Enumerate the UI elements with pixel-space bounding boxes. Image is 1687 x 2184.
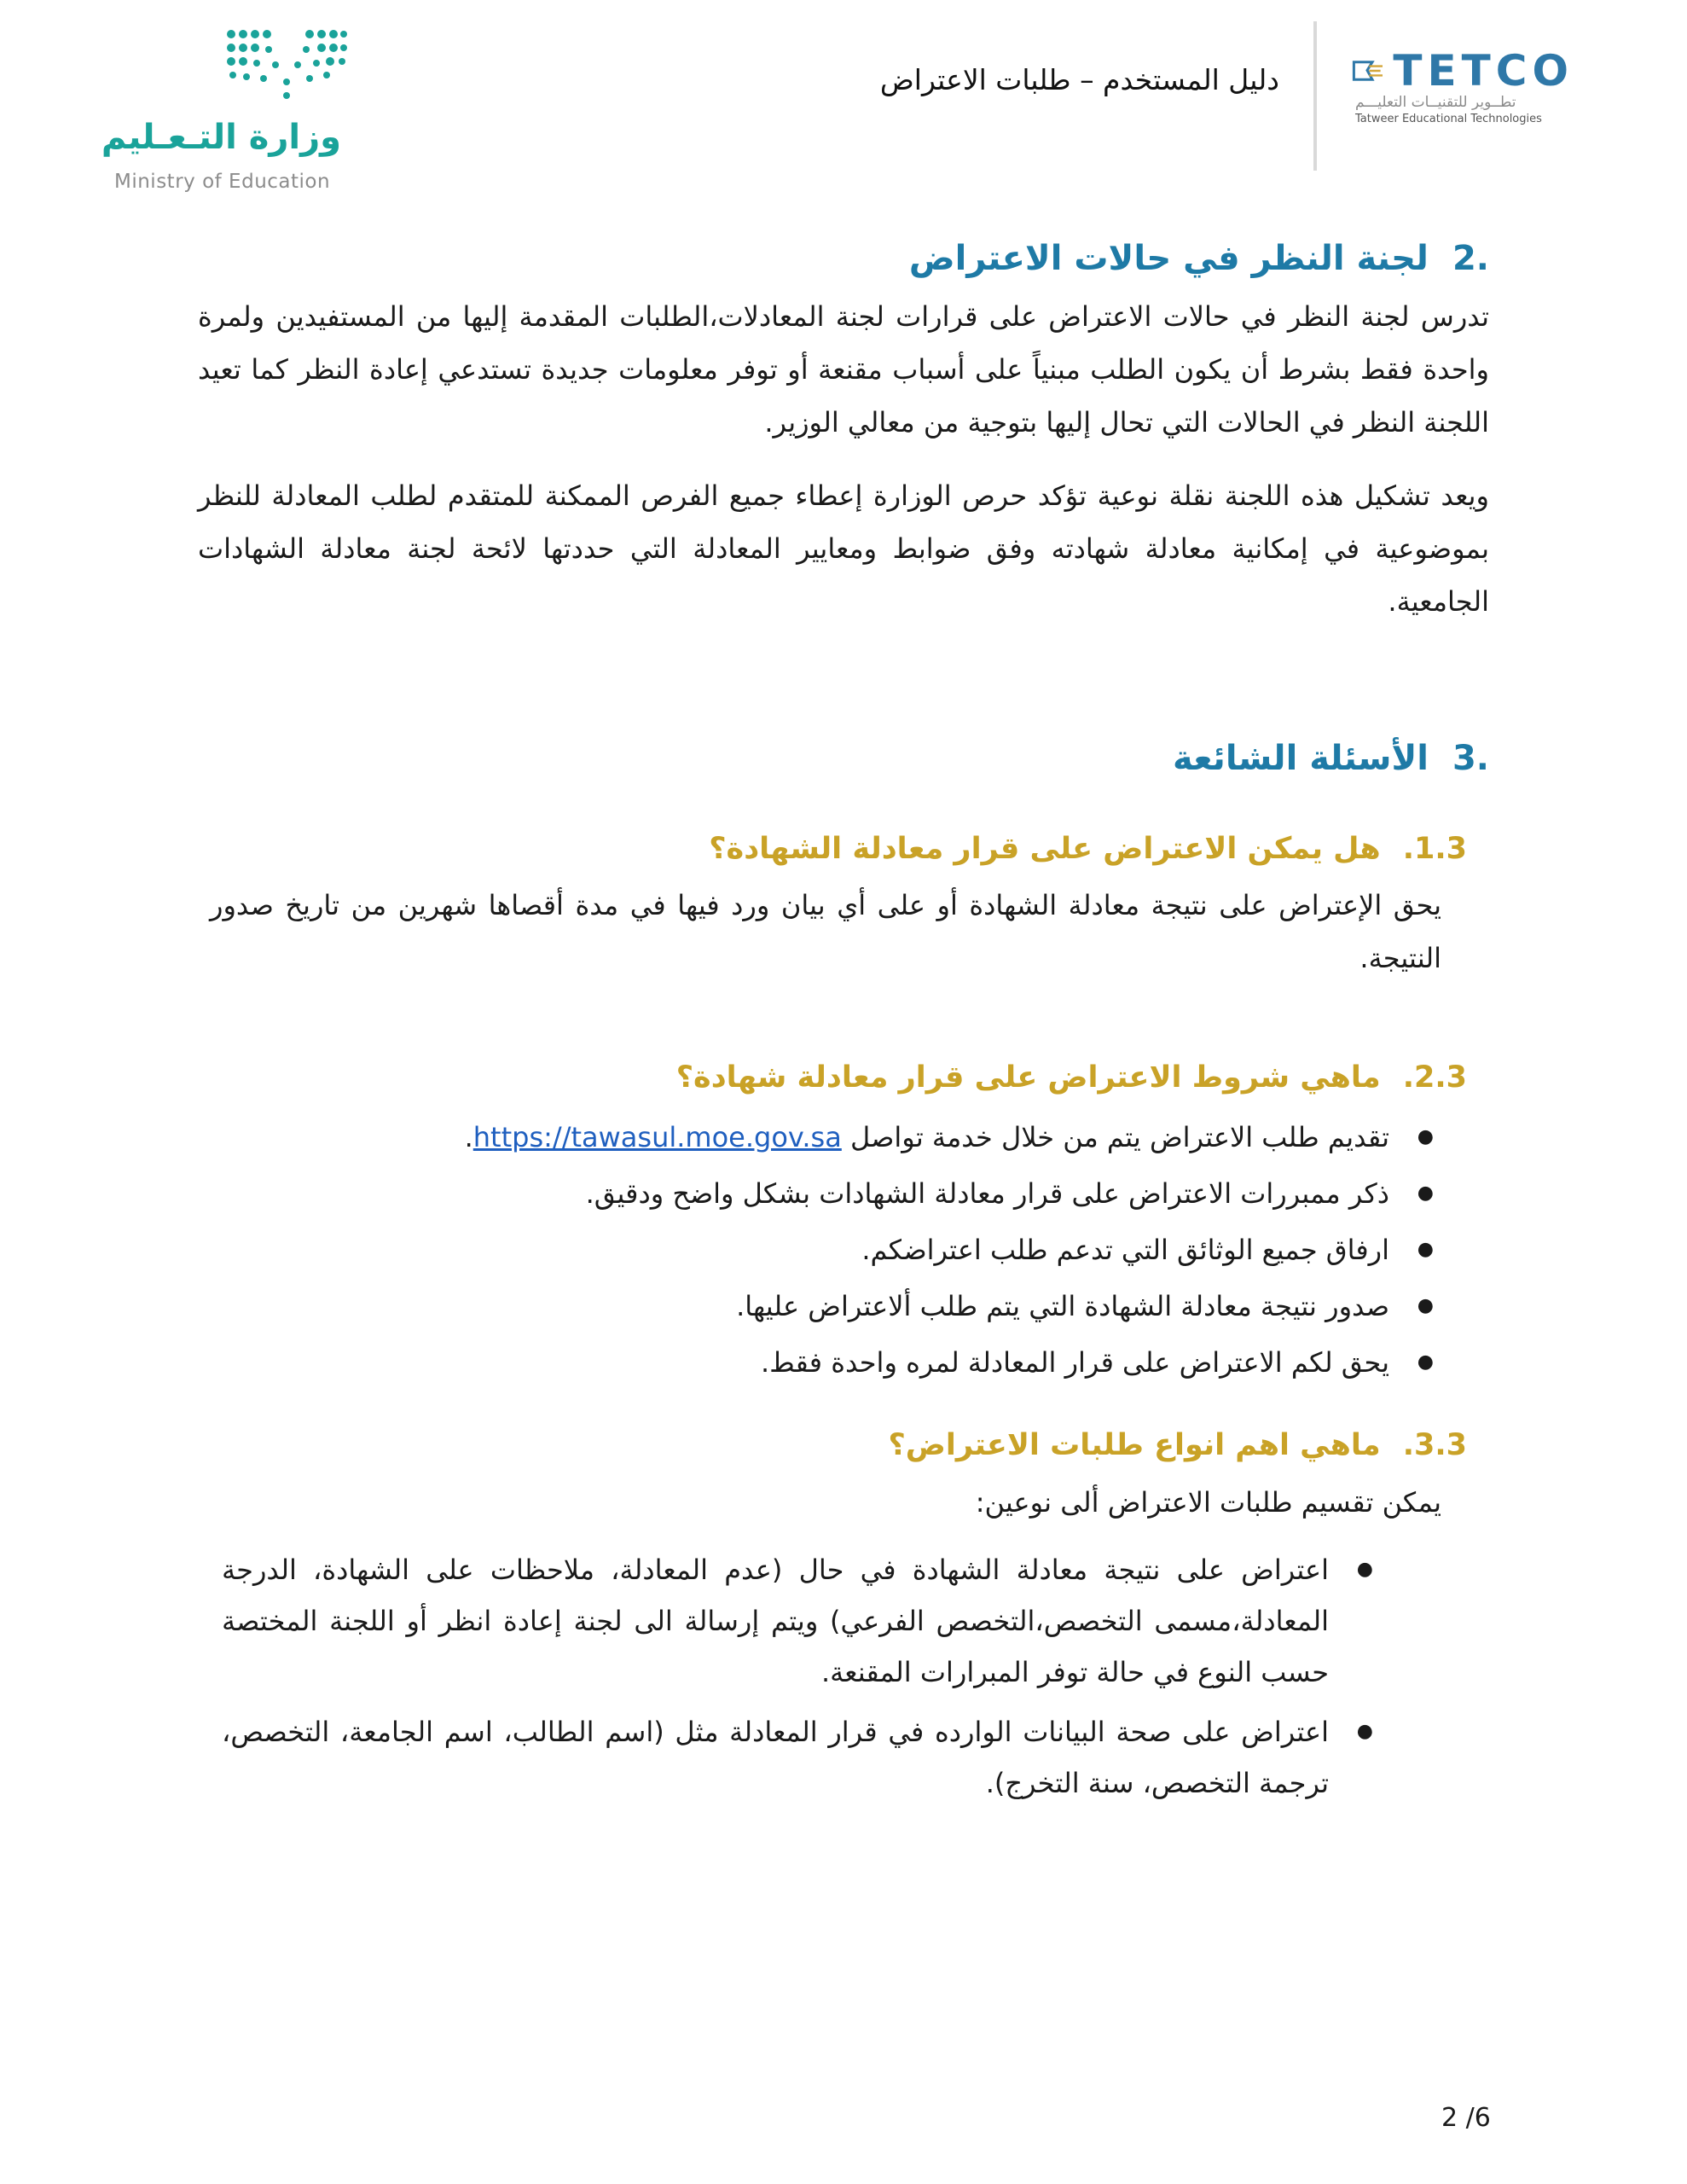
condition-1-text: تقديم طلب الاعتراض يتم من خلال خدمة تواصل [841, 1121, 1389, 1153]
list-item [465, 1165, 1442, 1222]
faq-2-number: 2.3. [1402, 1060, 1467, 1095]
faq-2-conditions-list [465, 1109, 1442, 1391]
list-item [465, 1334, 1442, 1391]
moe-english-name: Ministry of Education [114, 171, 331, 193]
faq-3-heading [888, 1428, 1467, 1462]
section-2-number: .2 [1452, 239, 1489, 278]
list-item [222, 1706, 1382, 1809]
section-3-number: .3 [1452, 739, 1489, 778]
section-2-title: لجنة النظر في حالات الاعتراض [908, 239, 1429, 278]
faq-2-question: ماهي شروط الاعتراض على قرار معادلة شهادة؟ [675, 1060, 1381, 1095]
tetco-logo [1352, 46, 1574, 135]
header-divider [1313, 21, 1317, 171]
section-3-heading [1173, 739, 1489, 778]
condition-2-text: ذكر ممبررات الاعتراض على قرار معادلة الشهادات بشكل واضح ودقيق. [585, 1177, 1389, 1210]
tetco-english-tagline: Tatweer Educational Technologies [1355, 113, 1542, 125]
faq-2-heading [676, 1060, 1467, 1095]
condition-3-text: ارفاق جميع الوثائق التي تدعم طلب اعتراضكم. [861, 1234, 1389, 1266]
section-2-paragraph-2: ويعد تشكيل هذه اللجنة نقلة نوعية تؤكد حرص الوزارة إعطاء جميع الفرص الممكنة للمتقدم لطلب المعادلة للنظر بموضوعية في إمكانية معادلة شهادته وفق ضوابط ومعايير المعادلة التي حددتها لائحة لجنة معادلة الشهادات الجامعية. [198, 479, 1489, 618]
section-3-title: الأسئلة الشائعة [1172, 739, 1429, 778]
list-item [465, 1278, 1442, 1334]
faq-1-answer: يحق الإعتراض على نتيجة معادلة الشهادة أو على أي بيان ورد فيها في مدة أقصاها شهرين من تاريخ صدور النتيجة. [210, 889, 1441, 974]
page-number: 2 /6 [1441, 2103, 1491, 2133]
moe-dots-icon [224, 26, 348, 107]
tawasul-link[interactable]: https://tawasul.moe.gov.sa [472, 1121, 842, 1153]
moe-logo [101, 26, 348, 196]
type-2-text: اعتراض على صحة البيانات الوارده في قرار المعادلة مثل (اسم الطالب، اسم الجامعة، التخصص، ترجمة التخصص، سنة التخرج). [222, 1716, 1329, 1799]
faq-3-number: 3.3. [1402, 1428, 1467, 1462]
condition-5-text: يحق لكم الاعتراض على قرار المعادلة لمره واحدة فقط. [761, 1346, 1389, 1379]
list-item [222, 1544, 1382, 1698]
list-item [465, 1109, 1442, 1165]
list-item [465, 1222, 1442, 1278]
tetco-arabic-tagline: تطــوير للتقنيــات التعليـــم [1355, 94, 1516, 111]
condition-4-text: صدور نتيجة معادلة الشهادة التي يتم طلب ألاعتراض عليها. [736, 1290, 1389, 1322]
faq-1-question: هل يمكن الاعتراض على قرار معادلة الشهادة؟ [709, 832, 1381, 866]
faq-3-types-list [222, 1544, 1382, 1817]
condition-1-end: . [464, 1121, 473, 1153]
faq-1-heading [709, 832, 1467, 866]
document-title: دليل المستخدم – طلبات الاعتراض [879, 63, 1279, 96]
faq-1-number: 1.3. [1402, 832, 1467, 866]
faq-3-question: ماهي اهم انواع طلبات الاعتراض؟ [888, 1428, 1381, 1462]
tetco-mark-icon [1352, 51, 1384, 90]
section-2-paragraph-1: تدرس لجنة النظر في حالات الاعتراض على قرارات لجنة المعادلات،الطلبات المقدمة إليها من المستفيدين ولمرة واحدة فقط بشرط أن يكون الطلب مبنياً على أسباب مقنعة أو توفر معلومات جديدة تستدعي إعادة النظر كما تعيد اللجنة النظر في الحالات التي تحال إليها بتوجية من معالي الوزير. [198, 300, 1489, 439]
faq-3-intro: يمكن تقسيم طلبات الاعتراض ألى نوعين: [975, 1486, 1441, 1519]
section-2-heading [909, 239, 1489, 278]
type-1-text: اعتراض على نتيجة معادلة الشهادة في حال (عدم المعادلة، ملاحظات على الشهادة، الدرجة المعادلة،مسمى التخصص،التخصص الفرعي) ويتم إرسالة الى لجنة إعادة انظر أو اللجنة المختصة حسب النوع في حالة توفر المبرارات المقنعة. [222, 1554, 1329, 1688]
moe-arabic-name: وزارة التـعـليم [101, 118, 341, 157]
tetco-brand: TETCO [1393, 46, 1574, 96]
